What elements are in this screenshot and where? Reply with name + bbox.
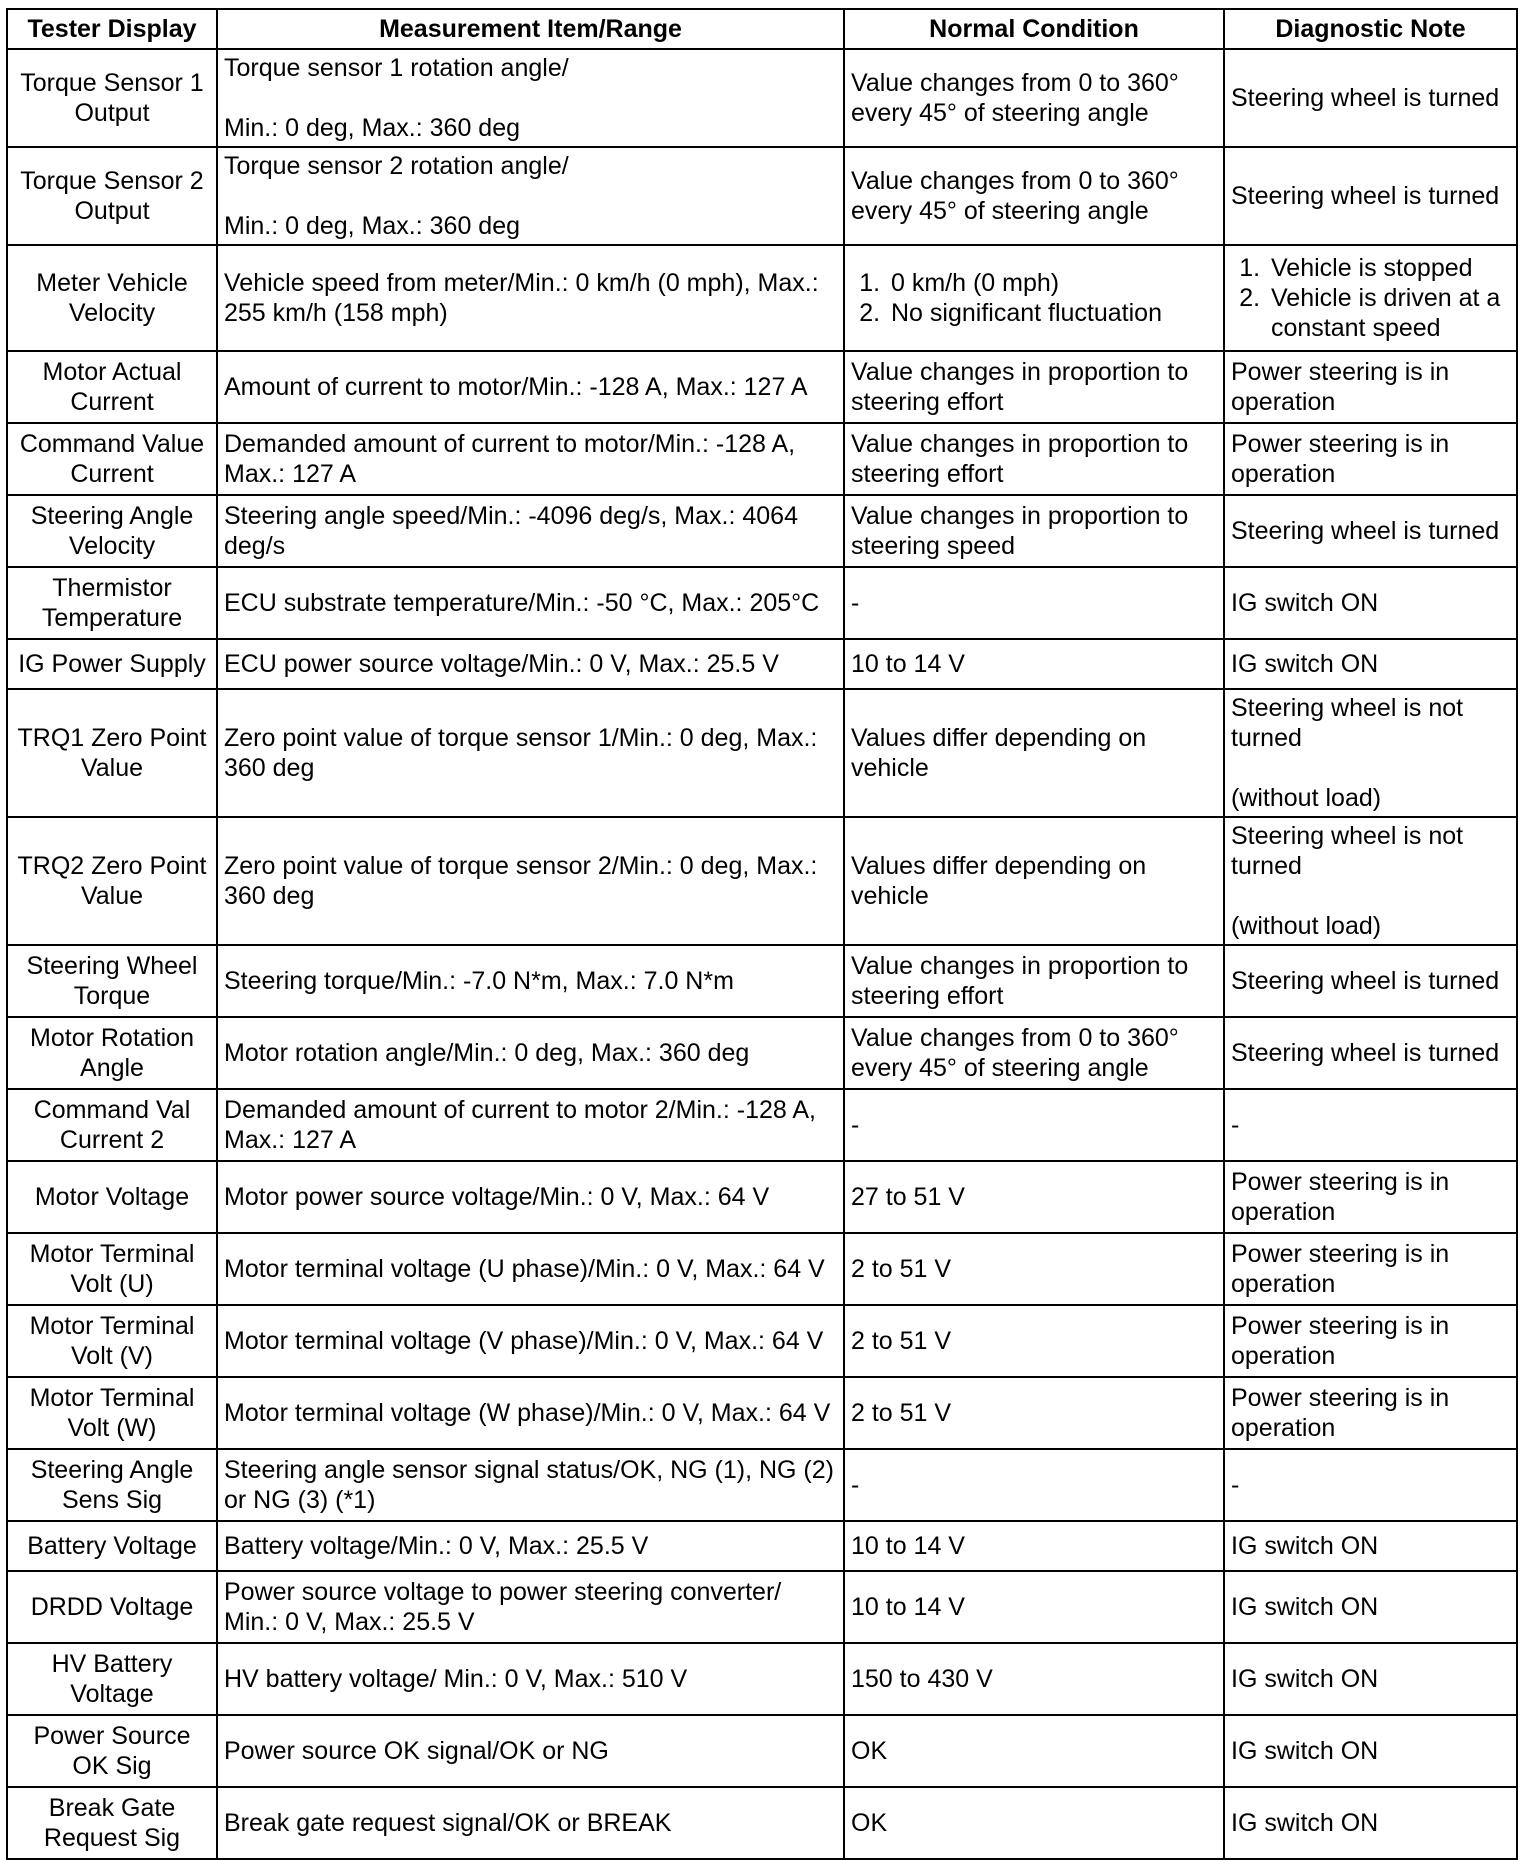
measurement-cell (217, 639, 844, 689)
normal-condition-text: Values differ depending on vehicle (851, 852, 1147, 910)
normal-condition-cell (844, 1449, 1224, 1521)
tester-display-cell (7, 1521, 217, 1571)
normal-condition-list (851, 268, 1217, 328)
measurement-text: Motor rotation angle/Min.: 0 deg, Max.: 360 deg (224, 1039, 750, 1067)
measurement-cell (217, 1643, 844, 1715)
tester-display-cell (7, 567, 217, 639)
tester-display-cell (7, 245, 217, 351)
normal-condition-text: 2 to 51 V (851, 1327, 952, 1355)
diagnostic-note-cell (1224, 1377, 1517, 1449)
measurement-text: Break gate request signal/OK or BREAK (224, 1809, 672, 1837)
table-row (7, 817, 1517, 945)
diagnostic-note-cell (1224, 689, 1517, 817)
tester-display-cell (7, 1787, 217, 1859)
diagnostic-note-cell (1224, 945, 1517, 1017)
tester-display-text: TRQ2 Zero Point Value (17, 852, 207, 910)
measurement-cell (217, 817, 844, 945)
measurement-cell (217, 245, 844, 351)
diagnostic-note-text: - (1231, 1111, 1240, 1139)
tester-display-text: Thermistor Temperature (41, 574, 183, 632)
tester-display-text: Battery Voltage (27, 1532, 197, 1560)
measurement-text: Zero point value of torque sensor 2/Min.: 0 deg, Max.: 360 deg (224, 852, 818, 910)
normal-condition-cell (844, 1305, 1224, 1377)
normal-condition-text: - (851, 1471, 860, 1499)
diagnostic-note-text: Steering wheel is not turned (without load) (1231, 822, 1464, 940)
list-item: 1. 0 km/h (0 mph) (887, 268, 1217, 298)
tester-display-text: IG Power Supply (18, 650, 206, 678)
table-row (7, 1377, 1517, 1449)
diagnostic-note-text: Power steering is in operation (1231, 1384, 1450, 1442)
normal-condition-cell (844, 147, 1224, 245)
measurement-cell (217, 147, 844, 245)
measurement-cell (217, 1787, 844, 1859)
tester-display-cell (7, 49, 217, 147)
diagnostic-note-cell (1224, 147, 1517, 245)
diagnostic-note-cell (1224, 567, 1517, 639)
diagnostic-note-text: - (1231, 1471, 1240, 1499)
table-row (7, 351, 1517, 423)
tester-display-text: Motor Terminal Volt (U) (29, 1240, 195, 1298)
table-row (7, 423, 1517, 495)
normal-condition-text: Values differ depending on vehicle (851, 724, 1147, 782)
tester-display-text: Motor Rotation Angle (30, 1024, 194, 1082)
diagnostic-note-cell (1224, 351, 1517, 423)
tester-display-text: Command Val Current 2 (33, 1096, 191, 1154)
tester-display-text: Break Gate Request Sig (43, 1794, 181, 1852)
normal-condition-cell (844, 689, 1224, 817)
measurement-cell (217, 495, 844, 567)
tester-display-text: Motor Voltage (34, 1183, 190, 1211)
tester-display-cell (7, 817, 217, 945)
table-row (7, 1305, 1517, 1377)
diagnostic-note-text: IG switch ON (1231, 1737, 1379, 1765)
tester-display-text: Meter Vehicle Velocity (36, 269, 188, 327)
diagnostic-note-text: Power steering is in operation (1231, 1312, 1450, 1370)
normal-condition-text: Value changes in proportion to steering effort (851, 430, 1189, 488)
normal-condition-cell (844, 639, 1224, 689)
tester-display-text: Motor Terminal Volt (W) (29, 1384, 195, 1442)
measurement-cell (217, 1521, 844, 1571)
normal-condition-text: 2 to 51 V (851, 1255, 952, 1283)
normal-condition-text: Value changes in proportion to steering effort (851, 952, 1189, 1010)
measurement-text: Power source voltage to power steering converter/ Min.: 0 V, Max.: 25.5 V (224, 1578, 782, 1636)
normal-condition-cell (844, 351, 1224, 423)
tester-display-cell (7, 1571, 217, 1643)
normal-condition-text: 10 to 14 V (851, 650, 965, 678)
normal-condition-cell (844, 945, 1224, 1017)
measurement-cell (217, 1715, 844, 1787)
tester-display-text: HV Battery Voltage (51, 1650, 173, 1708)
table-row (7, 495, 1517, 567)
normal-condition-cell (844, 1715, 1224, 1787)
table-row (7, 147, 1517, 245)
measurement-cell (217, 351, 844, 423)
table-row (7, 49, 1517, 147)
normal-condition-text: - (851, 589, 860, 617)
normal-condition-cell (844, 245, 1224, 351)
diagnostic-note-cell (1224, 1521, 1517, 1571)
measurement-text: Amount of current to motor/Min.: -128 A, Max.: 127 A (224, 373, 808, 401)
header-tester-display: Tester Display (7, 9, 217, 49)
measurement-text: HV battery voltage/ Min.: 0 V, Max.: 510 V (224, 1665, 688, 1693)
tester-display-cell (7, 423, 217, 495)
measurement-text: Motor terminal voltage (W phase)/Min.: 0 V, Max.: 64 V (224, 1399, 831, 1427)
diagnostic-note-text: Power steering is in operation (1231, 430, 1450, 488)
diagnostic-note-text: Power steering is in operation (1231, 1168, 1450, 1226)
header-row (7, 9, 1517, 49)
measurement-text: Torque sensor 2 rotation angle/ Min.: 0 deg, Max.: 360 deg (224, 152, 569, 240)
tester-display-cell (7, 1233, 217, 1305)
table-row (7, 567, 1517, 639)
tester-display-text: Torque Sensor 1 Output (20, 69, 204, 127)
diagnostic-note-text: IG switch ON (1231, 1665, 1379, 1693)
tester-display-cell (7, 351, 217, 423)
tester-display-cell (7, 1017, 217, 1089)
measurement-text: Motor terminal voltage (U phase)/Min.: 0 V, Max.: 64 V (224, 1255, 825, 1283)
list-item: 2. No significant fluctuation (887, 298, 1217, 328)
normal-condition-cell (844, 817, 1224, 945)
measurement-cell (217, 423, 844, 495)
diagnostic-note-cell (1224, 1305, 1517, 1377)
tester-display-cell (7, 495, 217, 567)
tester-display-cell (7, 1161, 217, 1233)
table-row (7, 1521, 1517, 1571)
tester-display-text: Motor Actual Current (42, 358, 182, 416)
tester-display-cell (7, 1449, 217, 1521)
tester-display-cell (7, 1305, 217, 1377)
diagnostic-note-cell (1224, 1017, 1517, 1089)
normal-condition-cell (844, 1377, 1224, 1449)
tester-display-cell (7, 945, 217, 1017)
header-measurement-item: Measurement Item/Range (217, 9, 844, 49)
normal-condition-cell (844, 1233, 1224, 1305)
tester-display-text: Torque Sensor 2 Output (20, 167, 204, 225)
normal-condition-text: 27 to 51 V (851, 1183, 965, 1211)
diagnostic-note-text: Steering wheel is turned (1231, 1039, 1500, 1067)
normal-condition-text: 2 to 51 V (851, 1399, 952, 1427)
diagnostic-note-cell (1224, 1449, 1517, 1521)
normal-condition-cell (844, 1571, 1224, 1643)
tester-display-cell (7, 1715, 217, 1787)
diagnostic-note-text: IG switch ON (1231, 1593, 1379, 1621)
table-row (7, 1449, 1517, 1521)
table-row (7, 1089, 1517, 1161)
tester-display-text: DRDD Voltage (30, 1593, 194, 1621)
header-diagnostic-note: Diagnostic Note (1224, 9, 1517, 49)
measurement-cell (217, 1089, 844, 1161)
measurement-text: Motor power source voltage/Min.: 0 V, Max.: 64 V (224, 1183, 770, 1211)
normal-condition-cell (844, 1643, 1224, 1715)
normal-condition-text: - (851, 1111, 860, 1139)
tester-display-text: TRQ1 Zero Point Value (17, 724, 207, 782)
tester-display-cell (7, 639, 217, 689)
measurement-text: Battery voltage/Min.: 0 V, Max.: 25.5 V (224, 1532, 649, 1560)
normal-condition-text: Value changes from 0 to 360° every 45° of steering angle (851, 69, 1179, 127)
tester-display-cell (7, 1089, 217, 1161)
normal-condition-text: 10 to 14 V (851, 1532, 965, 1560)
normal-condition-cell (844, 49, 1224, 147)
tester-display-text: Motor Terminal Volt (V) (29, 1312, 195, 1370)
normal-condition-cell (844, 1787, 1224, 1859)
tester-display-cell (7, 1643, 217, 1715)
diagnostic-note-text: Power steering is in operation (1231, 358, 1450, 416)
measurement-cell (217, 1449, 844, 1521)
diagnostic-note-text: Steering wheel is turned (1231, 517, 1500, 545)
diagnostic-note-cell (1224, 1715, 1517, 1787)
tester-display-cell (7, 1377, 217, 1449)
normal-condition-cell (844, 423, 1224, 495)
normal-condition-text: Value changes from 0 to 360° every 45° of steering angle (851, 167, 1179, 225)
normal-condition-cell (844, 1089, 1224, 1161)
table-body (7, 49, 1517, 1859)
measurement-cell (217, 1161, 844, 1233)
diagnostic-note-text: Steering wheel is turned (1231, 967, 1500, 995)
measurement-cell (217, 567, 844, 639)
measurement-text: ECU substrate temperature/Min.: -50 °C, Max.: 205°C (224, 589, 820, 617)
normal-condition-text: OK (851, 1737, 888, 1765)
diagnostic-note-cell (1224, 1089, 1517, 1161)
table-row (7, 689, 1517, 817)
table-row (7, 1643, 1517, 1715)
measurement-cell (217, 1377, 844, 1449)
normal-condition-text: OK (851, 1809, 888, 1837)
diagnostic-note-cell (1224, 639, 1517, 689)
measurement-text: Demanded amount of current to motor/Min.: -128 A, Max.: 127 A (224, 430, 796, 488)
diagnostic-note-list (1231, 253, 1510, 343)
diagnostic-note-cell (1224, 423, 1517, 495)
table-row (7, 1161, 1517, 1233)
diagnostic-note-text: IG switch ON (1231, 1532, 1379, 1560)
list-item: 2. Vehicle is driven at a constant speed (1267, 283, 1510, 343)
measurement-cell (217, 1571, 844, 1643)
normal-condition-text: 10 to 14 V (851, 1593, 965, 1621)
tester-display-cell (7, 689, 217, 817)
diagnostic-note-cell (1224, 1571, 1517, 1643)
normal-condition-cell (844, 1161, 1224, 1233)
table-row (7, 639, 1517, 689)
tester-display-text: Steering Angle Sens Sig (30, 1456, 194, 1514)
table-row (7, 245, 1517, 351)
tester-display-text: Steering Angle Velocity (30, 502, 194, 560)
normal-condition-text: Value changes in proportion to steering speed (851, 502, 1189, 560)
diagnostic-note-cell (1224, 245, 1517, 351)
tester-display-text: Steering Wheel Torque (26, 952, 198, 1010)
measurement-cell (217, 945, 844, 1017)
measurement-text: Steering torque/Min.: -7.0 N*m, Max.: 7.0 N*m (224, 967, 734, 995)
measurement-cell (217, 1017, 844, 1089)
normal-condition-text: Value changes from 0 to 360° every 45° of steering angle (851, 1024, 1179, 1082)
diagnostic-note-cell (1224, 817, 1517, 945)
normal-condition-cell (844, 567, 1224, 639)
normal-condition-text: Value changes in proportion to steering effort (851, 358, 1189, 416)
normal-condition-cell (844, 1017, 1224, 1089)
diagnostic-note-cell (1224, 1233, 1517, 1305)
normal-condition-cell (844, 1521, 1224, 1571)
measurement-text: Torque sensor 1 rotation angle/ Min.: 0 deg, Max.: 360 deg (224, 54, 569, 142)
diagnostic-note-text: IG switch ON (1231, 589, 1379, 617)
diagnostic-note-cell (1224, 1161, 1517, 1233)
normal-condition-cell (844, 495, 1224, 567)
diagnostic-note-cell (1224, 1787, 1517, 1859)
measurement-text: Zero point value of torque sensor 1/Min.: 0 deg, Max.: 360 deg (224, 724, 818, 782)
measurement-cell (217, 689, 844, 817)
measurement-cell (217, 1233, 844, 1305)
data-list-table (6, 8, 1518, 1860)
measurement-text: Demanded amount of current to motor 2/Min.: -128 A, Max.: 127 A (224, 1096, 816, 1154)
diagnostic-note-text: Steering wheel is not turned (without load) (1231, 694, 1464, 812)
diagnostic-note-text: Steering wheel is turned (1231, 182, 1500, 210)
table-row (7, 1017, 1517, 1089)
diagnostic-note-text: IG switch ON (1231, 650, 1379, 678)
header-normal-condition: Normal Condition (844, 9, 1224, 49)
diagnostic-note-cell (1224, 495, 1517, 567)
measurement-cell (217, 49, 844, 147)
list-item: 1. Vehicle is stopped (1267, 253, 1510, 283)
normal-condition-text: 150 to 430 V (851, 1665, 993, 1693)
diagnostic-note-cell (1224, 49, 1517, 147)
diagnostic-note-text: IG switch ON (1231, 1809, 1379, 1837)
measurement-cell (217, 1305, 844, 1377)
diagnostic-note-text: Steering wheel is turned (1231, 84, 1500, 112)
table-row (7, 1233, 1517, 1305)
table-row (7, 1787, 1517, 1859)
measurement-text: Vehicle speed from meter/Min.: 0 km/h (0 mph), Max.: 255 km/h (158 mph) (224, 269, 819, 327)
tester-display-cell (7, 147, 217, 245)
measurement-text: ECU power source voltage/Min.: 0 V, Max.: 25.5 V (224, 650, 779, 678)
tester-display-text: Power Source OK Sig (33, 1722, 191, 1780)
table-row (7, 1715, 1517, 1787)
measurement-text: Steering angle speed/Min.: -4096 deg/s, Max.: 4064 deg/s (224, 502, 798, 560)
tester-display-text: Command Value Current (19, 430, 205, 488)
measurement-text: Steering angle sensor signal status/OK, NG (1), NG (2) or NG (3) (*1) (224, 1456, 834, 1514)
diagnostic-note-text: Power steering is in operation (1231, 1240, 1450, 1298)
measurement-text: Motor terminal voltage (V phase)/Min.: 0 V, Max.: 64 V (224, 1327, 824, 1355)
measurement-text: Power source OK signal/OK or NG (224, 1737, 609, 1765)
table-row (7, 945, 1517, 1017)
table-row (7, 1571, 1517, 1643)
diagnostic-note-cell (1224, 1643, 1517, 1715)
